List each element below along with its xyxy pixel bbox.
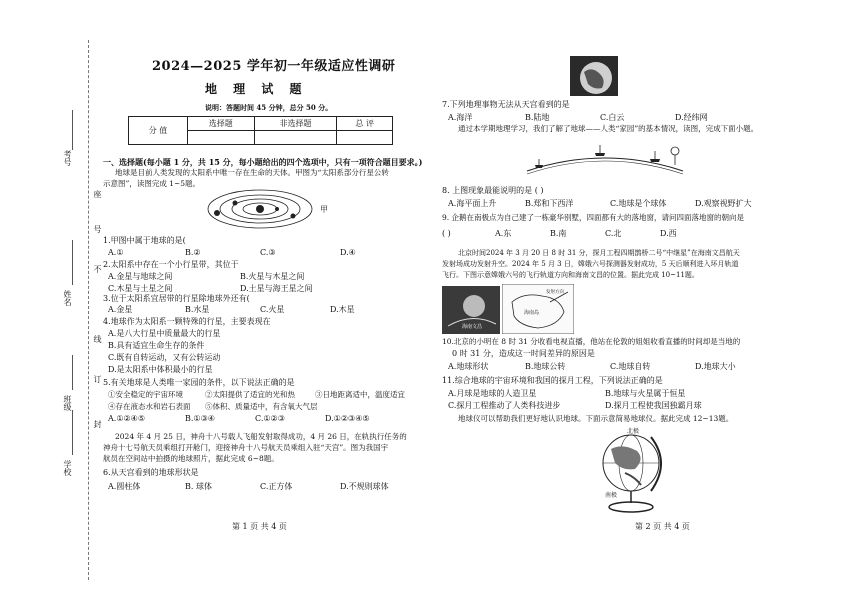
q9-option-d[interactable]: D.西 <box>660 229 677 238</box>
q5-option-d[interactable]: D.①②③④⑤ <box>325 414 370 423</box>
score-cell-total[interactable] <box>337 131 393 145</box>
q7-stem: 7.下列地理事物无法从天宫看到的是 <box>442 100 570 109</box>
q2-option-b[interactable]: B.火星与木星之间 <box>240 272 305 281</box>
q7-option-c[interactable]: C.白云 <box>600 113 625 122</box>
q10-stem: 10.北京的小明在 8 时 31 分收看电视直播，他站在伦敦的姐姐收看直播的时间却是当地的 <box>442 337 741 346</box>
q5-item-1: ①安全稳定的宇宙环境 <box>108 390 183 399</box>
section1-heading: 一、选择题(每小题 1 分，共 15 分，每小题给出的四个选项中，只有一项符合题目要求。) <box>103 157 423 167</box>
earth-photo <box>570 56 618 96</box>
q8-option-b[interactable]: B.郑和下西洋 <box>525 199 574 208</box>
map-label-direction: 发射方向 <box>546 290 564 295</box>
map-label-wenchang: 海南文昌 <box>462 324 483 330</box>
margin-label-banji: 班级 <box>63 395 72 411</box>
intro4: 北京时间2024 年 3 月 20 日 8 时 31 分，探月工程四期鹊桥二号“中继星”在海南文昌航天 <box>458 249 740 257</box>
q1-option-b[interactable]: B.② <box>185 248 201 257</box>
q11-option-d[interactable]: D.探月工程使我国独霸月球 <box>605 401 702 410</box>
intro2b: 神舟十七号航天员乘组打开舱门，迎接神舟十八号航天员乘组入驻“天宫”。图为我国宇 <box>103 443 389 452</box>
q2-option-d[interactable]: D.土星与海王星之间 <box>240 284 313 293</box>
margin-label-xuexiao: 学校 <box>63 460 72 476</box>
intro1: 地球是目前人类发现的太阳系中唯一存在生命的天体。甲图为“太阳系部分行星公转 <box>115 168 389 177</box>
score-row-label: 分 值 <box>129 117 188 145</box>
q10-option-d[interactable]: D.地球大小 <box>695 362 736 371</box>
q10-option-a[interactable]: A.地球形状 <box>448 362 489 371</box>
q9-option-a[interactable]: A.东 <box>495 229 512 238</box>
q6-option-c[interactable]: C.正方体 <box>260 482 293 491</box>
q3-option-c[interactable]: C.火星 <box>260 305 285 314</box>
margin-label-bu: 不 <box>93 265 102 273</box>
q6-option-d[interactable]: D.不规则球体 <box>340 482 389 491</box>
intro1b: 示意图”，读图完成 1~5题。 <box>103 179 201 188</box>
exam-subtitle: 地 理 试 题 <box>205 82 308 96</box>
margin-label-hao: 号 <box>93 225 102 233</box>
intro5: 地球仪可以帮助我们更好地认识地球。下面示意简易地球仪。据此完成 12~13题。 <box>458 414 734 423</box>
q1-option-a[interactable]: A.① <box>108 248 124 257</box>
exam-note: 说明：答题时间 45 分钟，总分 50 分。 <box>205 103 333 112</box>
q2-option-a[interactable]: A.金星与地球之间 <box>108 272 173 281</box>
globe-label-north: 北极 <box>627 428 640 435</box>
globe-figure <box>585 425 685 515</box>
solar-system-figure <box>205 188 315 230</box>
page-footer-2: 第 2 页 共 4 页 <box>635 522 690 531</box>
figure-label-jia: 甲 <box>320 205 328 214</box>
q7-option-a[interactable]: A.海洋 <box>448 113 473 122</box>
ship-curvature-figure <box>525 137 685 175</box>
q6-stem: 6.从天宫看到的地球形状是 <box>103 468 199 477</box>
q5-item-3: ③日地距离适中，温度适宜 <box>315 390 405 399</box>
q10-option-c[interactable]: C.地球自转 <box>610 362 651 371</box>
margin-label-xingming: 姓名 <box>63 290 72 306</box>
q9-option-c[interactable]: C.北 <box>605 229 622 238</box>
q5-item-2: ②太阳提供了适宜的光和热 <box>205 390 295 399</box>
q3-stem: 3.位于太阳系宜居带的行星除地球外还有( <box>103 294 250 303</box>
q9-paren: ( ) <box>442 229 451 238</box>
q11-option-a[interactable]: A.月球是地球的人造卫星 <box>448 389 537 398</box>
q4-option-c[interactable]: C.既有自转运动，又有公转运动 <box>108 353 221 362</box>
q2-option-c[interactable]: C.木星与土星之间 <box>108 284 173 293</box>
q2-stem: 2.太阳系中存在一个小行星带，其位于 <box>103 260 239 269</box>
q6-option-a[interactable]: A.圆柱体 <box>108 482 141 491</box>
score-header-total: 总 评 <box>337 117 393 131</box>
q11-stem: 11.综合地球的宇宙环境和我国的探月工程，下列说法正确的是 <box>442 376 663 385</box>
q11-option-b[interactable]: B.地球与火星属于恒星 <box>605 389 686 398</box>
intro4c: 飞行。下图示意嫦娥六号的飞行轨道方向和海南文昌的位置。据此完成 10~11题。 <box>442 271 699 279</box>
page-footer-1: 第 1 页 共 4 页 <box>232 522 287 531</box>
q8-stem: 8. 上图现象最能说明的是 ( ) <box>442 186 544 195</box>
q7-option-b[interactable]: B.陆地 <box>525 113 550 122</box>
margin-label-kaohao: 考号 <box>63 150 72 166</box>
q5-option-b[interactable]: B.①③④ <box>185 414 215 423</box>
q3-option-d[interactable]: D.木星 <box>330 305 355 314</box>
score-header-nonchoice: 非选择题 <box>254 117 337 131</box>
intro3: 通过本学期地理学习，我们了解了地球——人类“家园”的基本情况，读图，完成下面小题。 <box>458 124 759 133</box>
q7-option-d[interactable]: D.经纬网 <box>675 113 708 122</box>
q9-option-b[interactable]: B.南 <box>550 229 567 238</box>
q1-stem: 1.甲图中属于地球的是( <box>103 236 186 245</box>
intro2: 2024 年 4 月 25 日，神舟十八号载人飞船发射取得成功，4 月 26 日，在轨执行任务的 <box>115 432 407 441</box>
q5-option-c[interactable]: C.①②③ <box>255 414 285 423</box>
intro2c: 航员在空间站中拍摄的地球照片，据此完成 6~8题。 <box>103 454 279 463</box>
margin-label-feng: 封 <box>93 420 102 428</box>
q5-option-a[interactable]: A.①②④⑤ <box>108 414 146 423</box>
q11-option-c[interactable]: C.探月工程推动了人类科技进步 <box>448 401 561 410</box>
q6-option-b[interactable]: B. 球体 <box>185 482 212 491</box>
q1-option-d[interactable]: D.④ <box>340 248 356 257</box>
q10-option-b[interactable]: B.地球公转 <box>525 362 566 371</box>
q8-option-d[interactable]: D.观察视野扩大 <box>695 199 752 208</box>
q4-option-d[interactable]: D.是太阳系中体积最小的行星 <box>108 365 213 374</box>
q3-option-b[interactable]: B.水星 <box>185 305 210 314</box>
q8-option-c[interactable]: C.地球是个球体 <box>610 199 667 208</box>
globe-label-south: 南极 <box>605 492 618 499</box>
score-table <box>128 116 393 145</box>
page-2 <box>430 0 860 609</box>
score-cell-choice[interactable] <box>188 131 255 145</box>
intro4b: 发射场成功发射升空。2024 年 5 月 3 日，嫦娥六号探测器发射成功，5 天后顺利进入环月轨道 <box>442 260 739 268</box>
q4-option-a[interactable]: A.是八大行星中质量最大的行星 <box>108 329 221 338</box>
q4-stem: 4.地球作为太阳系一颗特殊的行星，主要表现在 <box>103 317 271 326</box>
q1-option-c[interactable]: C.③ <box>260 248 276 257</box>
q9-stem: 9. 企鹅在南极点为自己建了一栋豪华别墅，四面都有大的落地窗，请问四面落地窗的朝向是 <box>442 213 745 222</box>
q5-stem: 5.有关地球是人类唯一家园的条件，以下说法正确的是 <box>103 378 295 387</box>
exam-title: 2024—2025 学年初一年级适应性调研 <box>152 59 396 74</box>
q8-option-a[interactable]: A.海平面上升 <box>448 199 497 208</box>
q5-item-4: ④存在液态水和岩石表面 <box>108 402 191 411</box>
q10-stem-b: 0 时 31 分，造成这一时间差异的原因是 <box>452 349 595 358</box>
launch-orbit-image <box>442 286 500 334</box>
map-label-hainan: 海南岛 <box>524 310 540 316</box>
hainan-map <box>502 284 574 334</box>
score-cell-nonchoice[interactable] <box>254 131 337 145</box>
margin-label-zuo: 座 <box>93 190 102 198</box>
score-header-choice: 选择题 <box>188 117 255 131</box>
q3-option-a[interactable]: A.金星 <box>108 305 133 314</box>
q5-item-5: ⑤体积、质量适中，有含氧大气层 <box>205 402 318 411</box>
margin-label-xian: 线 <box>93 335 102 343</box>
q4-option-b[interactable]: B.具有适宜生命生存的条件 <box>108 341 205 350</box>
margin-label-ding: 订 <box>93 375 102 383</box>
